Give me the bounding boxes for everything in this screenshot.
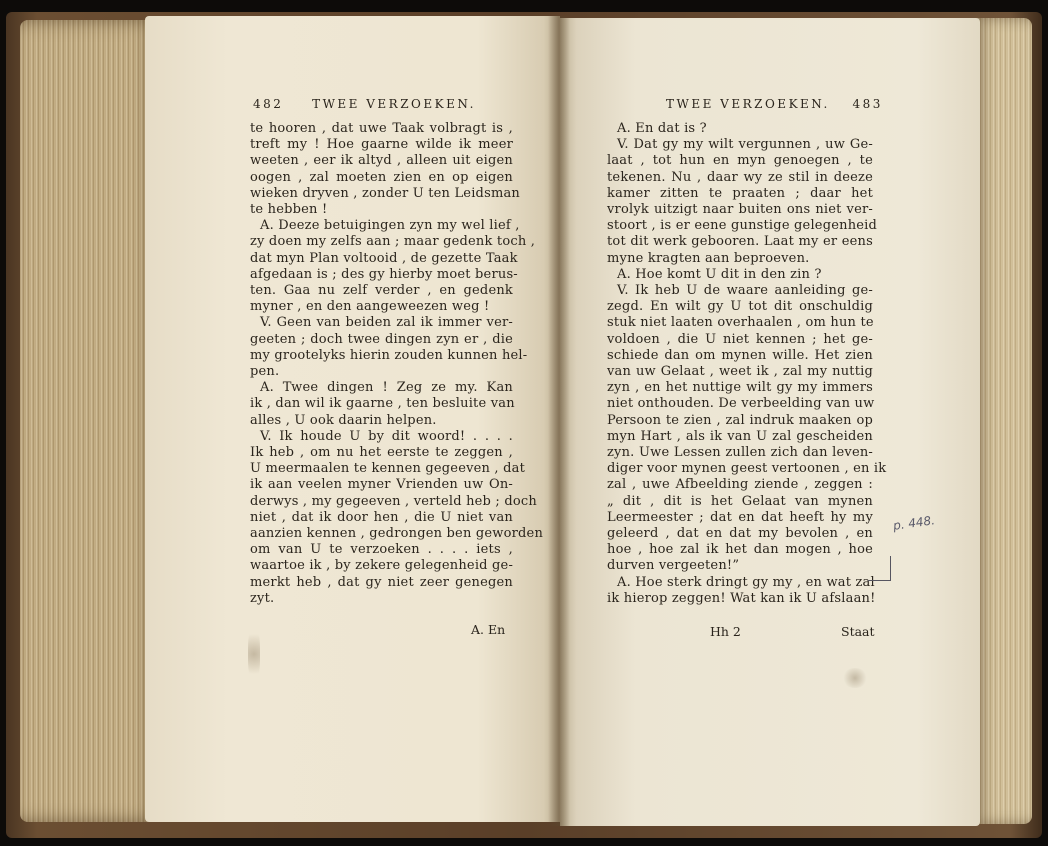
left-head-title: TWEE VERZOEKEN. [312, 97, 476, 111]
text-line: geleerd , dat en dat my bevolen , en [607, 526, 873, 542]
text-line: vrolyk uitzigt naar buiten ons niet ver- [607, 202, 873, 218]
text-line: geeten ; doch twee dingen zyn er , die [250, 331, 513, 347]
text-line: oogen , zal moeten zien en op eigen [250, 169, 513, 185]
left-page-edges [20, 20, 160, 822]
text-line: om van U te verzoeken . . . . iets , [250, 542, 513, 558]
left-catchword: A. En [471, 622, 506, 637]
text-line: te hooren , dat uwe Taak volbragt is , [250, 121, 513, 136]
text-line: wieken dryven , zonder U ten Leidsman [250, 185, 520, 201]
text-line: tot dit werk gebooren. Laat my er eens [607, 234, 873, 250]
text-line: A. Hoe komt U dit in den zin ? [617, 266, 822, 282]
text-line: U meermaalen te kennen gegeeven , dat [250, 461, 525, 477]
text-line: diger voor mynen geest vertoonen , en ik [607, 461, 887, 477]
right-running-head [666, 97, 883, 111]
right-head-title: TWEE VERZOEKEN. [666, 97, 830, 111]
right-page-text [607, 121, 887, 607]
text-line: zyn. Uwe Lessen zullen zich dan leven- [607, 445, 873, 461]
text-line: durven vergeeten!” [607, 558, 740, 574]
text-line: myner , en den aangeweezen weg ! [250, 299, 490, 315]
text-line: V. Ik heb U de waare aanleiding ge- [617, 283, 873, 299]
text-line: V. Ik houde U by dit woord! . . . . [260, 428, 513, 444]
text-line: merkt heb , dat gy niet zeer genegen [250, 574, 513, 590]
text-line: zegd. En wilt gy U tot dit onschuldig [607, 299, 873, 315]
paper-stain [248, 626, 260, 682]
left-page-number: 482 [253, 97, 284, 111]
text-line: A. Hoe sterk dringt gy my , en wat zal [617, 574, 875, 590]
text-line: afgedaan is ; des gy hierby moet berus- [250, 266, 518, 282]
text-line: ten. Gaa nu zelf verder , en gedenk [250, 283, 513, 299]
pencil-bracket-mark [868, 556, 891, 581]
text-line: alles , U ook daarin helpen. [250, 412, 437, 428]
text-line: te hebben ! [250, 202, 328, 218]
text-line: zal , uwe Afbeelding ziende , zeggen : [607, 477, 873, 493]
text-line: schiede dan om mynen wille. Het zien [607, 347, 873, 363]
text-line: voldoen , die U niet kennen ; het ge- [607, 331, 873, 347]
text-line: A. Deeze betuigingen zyn my wel lief , [260, 218, 520, 234]
text-line: kamer zitten te praaten ; daar het [607, 185, 873, 201]
text-line: stuk niet laaten overhaalen , om hun te [607, 315, 874, 331]
text-line: aanzien kennen , gedrongen ben geworden [250, 526, 544, 542]
left-running-head [253, 97, 476, 111]
right-signature: Hh 2 [710, 624, 741, 639]
text-line: zyt. [250, 590, 275, 606]
pencil-margin-note: p. 448. [892, 513, 936, 533]
text-line: „ dit , dit is het Gelaat van mynen [607, 493, 873, 509]
text-line: weeten , eer ik altyd , alleen uit eigen [250, 153, 513, 169]
text-line: Ik heb , om nu het eerste te zeggen , [250, 445, 513, 461]
text-line: ik , dan wil ik gaarne , ten besluite van [250, 396, 515, 412]
text-line: V. Geen van beiden zal ik immer ver- [260, 315, 513, 331]
text-line: laat , tot hun en myn genoegen , te [607, 153, 873, 169]
text-line: stoort , is er eene gunstige gelegenheid [607, 218, 878, 234]
right-page-number: 483 [852, 97, 883, 111]
text-line: my grootelyks hierin zouden kunnen hel- [250, 347, 528, 363]
text-line: Leermeester ; dat en dat heeft hy my [607, 509, 873, 525]
text-line: pen. [250, 364, 280, 380]
text-line: niet onthouden. De verbeelding van uw [607, 396, 875, 412]
text-line: V. Dat gy my wilt vergunnen , uw Ge- [617, 137, 873, 153]
right-catchword: Staat [841, 624, 875, 639]
text-line: treft my ! Hoe gaarne wilde ik meer [250, 137, 513, 153]
text-line: niet , dat ik door hen , die U niet van [250, 509, 513, 525]
text-line: hoe , hoe zal ik het dan mogen , hoe [607, 542, 873, 558]
text-line: tekenen. Nu , daar wy ze stil in deeze [607, 169, 873, 185]
text-line: myn Hart , als ik van U zal gescheiden [607, 428, 873, 444]
text-line: ik aan veelen myner Vrienden uw On- [250, 477, 513, 493]
text-line: zy doen my zelfs aan ; maar gedenk toch , [250, 234, 536, 250]
paper-stain [842, 668, 868, 688]
text-line: A. En dat is ? [617, 121, 707, 136]
left-page-text [250, 121, 544, 607]
text-line: ik hierop zeggen! Wat kan ik U afslaan! [607, 590, 876, 606]
text-line: van uw Gelaat , weet ik , zal my nuttig [607, 364, 873, 380]
text-line: dat myn Plan voltooid , de gezette Taak [250, 250, 518, 266]
text-line: waartoe ik , by zekere gelegenheid ge- [250, 558, 514, 574]
text-line: A. Twee dingen ! Zeg ze my. Kan [260, 380, 513, 396]
text-line: myne kragten aan beproeven. [607, 250, 810, 266]
book-gutter [548, 16, 570, 826]
right-page-edges [972, 18, 1032, 824]
text-line: Persoon te zien , zal indruk maaken op [607, 412, 873, 428]
text-line: derwys , my gegeeven , verteld heb ; doch [250, 493, 537, 509]
text-line: zyn , en het nuttige wilt gy my immers [607, 380, 873, 396]
